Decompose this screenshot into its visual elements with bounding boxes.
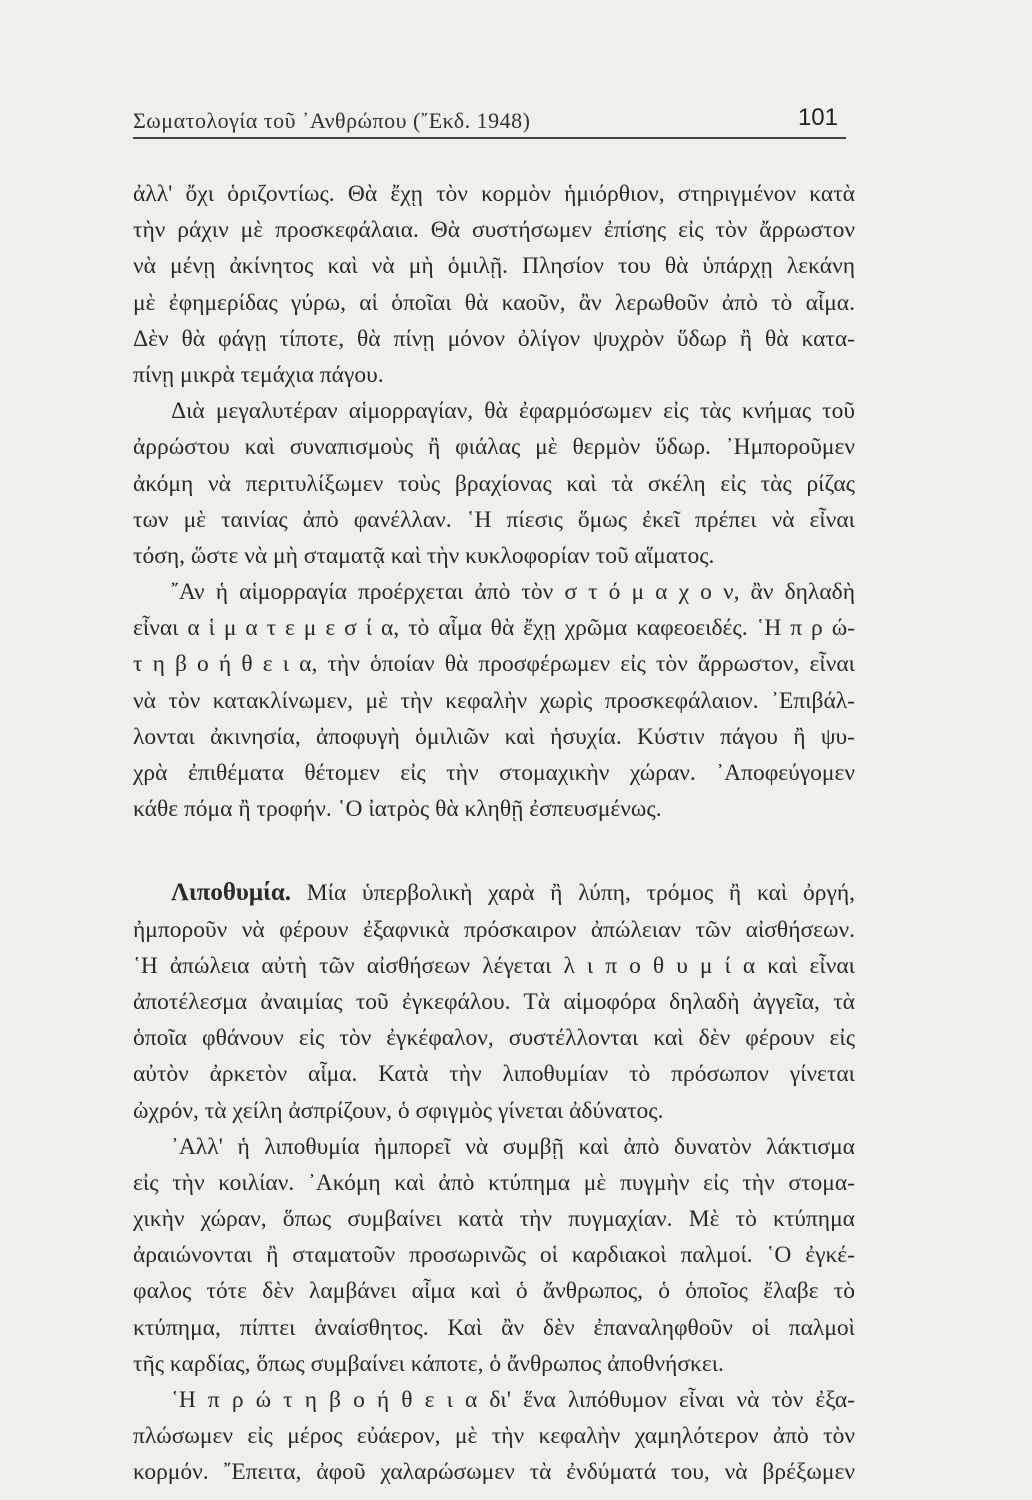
body-text	[133, 176, 855, 1491]
text-line: ἀκόμη νὰ περιτυλίξωμεν τοὺς βραχίονας καὶ τὰ σκέλη εἰς τὰς ρίζας	[133, 470, 855, 497]
text-line: ἀρρώστου καὶ συναπισμοὺς ἢ φιάλας μὲ θερμὸν ὕδωρ. ᾿Ημποροῦμεν	[133, 434, 855, 461]
text-line: ἀλλ' ὄχι ὁριζοντίως. Θὰ ἔχῃ τὸν κορμὸν ἡμιόρθιον, στηριγμένον κατὰ	[133, 181, 855, 207]
text-line: αὐτὸν ἀρκετὸν αἷμα. Κατὰ τὴν λιποθυμίαν τὸ πρόσωπον γίνεται	[133, 1061, 855, 1088]
text-line: των μὲ ταινίας ἀπὸ φανέλλαν. ῾Η πίεσις ὅμως ἐκεῖ πρέπει νὰ εἶναι	[133, 506, 855, 533]
text-line: ἀποτέλεσμα ἀναιμίας τοῦ ἐγκεφάλου. Τὰ αἱμοφόρα δηλαδὴ ἀγγεῖα, τὰ	[133, 988, 855, 1015]
paragraph	[133, 1129, 855, 1382]
text-line: ἀραιώνονται ἢ σταματοῦν προσωρινῶς οἱ καρδιακοὶ παλμοί. ῾Ο ἐγκέ-	[133, 1242, 855, 1269]
text-line: τ η β ο ή θ ε ι α, τὴν ὁποίαν θὰ προσφέρωμεν εἰς τὸν ἄρρωστον, εἶναι	[133, 651, 855, 678]
page-number: 101	[797, 104, 838, 131]
text-line: εἰς τὴν κοιλίαν. ᾿Ακόμη καὶ ἀπὸ κτύπημα μὲ πυγμὴν εἰς τὴν στομα-	[133, 1169, 855, 1196]
text-line: κάθε πόμα ἢ τροφήν. ῾Ο ἰατρὸς θὰ κληθῇ ἐσπευσμένως.	[133, 796, 662, 823]
text-line: ἠμποροῦν νὰ φέρουν ἐξαφνικὰ πρόσκαιρον ἀπώλειαν τῶν αἰσθήσεων.	[133, 916, 855, 943]
text-line: φαλος τότε δὲν λαμβάνει αἷμα καὶ ὁ ἄνθρωπος, ὁ ὁποῖος ἔλαβε τὸ	[133, 1278, 855, 1305]
text-line: εἶναι α ἱ μ α τ ε μ ε σ ί α, τὸ αἷμα θὰ ἔχῃ χρῶμα καφεοειδές. ῾Η π ρ ώ-	[133, 615, 855, 642]
text-line: ῾Η π ρ ώ τ η β ο ή θ ε ι α δι' ἕνα λιπόθυμον εἶναι νὰ τὸν ἐξα-	[171, 1387, 855, 1413]
paragraph	[133, 176, 855, 393]
section-gap	[133, 827, 855, 875]
text-line: χικὴν χώραν, ὅπως συμβαίνει κατὰ τὴν πυγμαχίαν. Μὲ τὸ κτύπημα	[133, 1206, 855, 1233]
running-title: Σωματολογία τοῦ ᾿Ανθρώπου (῎Εκδ. 1948)	[133, 108, 531, 133]
text-line: χρὰ ἐπιθέματα θέτομεν εἰς τὴν στομαχικὴν χώραν. ᾿Αποφεύγομεν	[133, 760, 855, 786]
text-line: ῾Η ἀπώλεια αὐτὴ τῶν αἰσθήσεων λέγεται λ ι π ο θ υ μ ί α καὶ εἶναι	[133, 952, 855, 979]
paragraph	[133, 1382, 855, 1491]
text-line: λονται ἀκινησία, ἀποφυγὴ ὁμιλιῶν καὶ ἡσυχία. Κύστιν πάγου ἢ ψυ-	[133, 723, 855, 750]
text-line: ῎Αν ἡ αἱμορραγία προέρχεται ἀπὸ τὸν σ τ ό μ α χ ο ν, ἂν δηλαδὴ	[171, 579, 855, 606]
text-line	[133, 875, 855, 911]
paragraph	[133, 875, 855, 1128]
paragraph	[133, 393, 855, 574]
text-line: τῆς καρδίας, ὅπως συμβαίνει κάποτε, ὁ ἄνθρωπος ἀποθνήσκει.	[133, 1350, 724, 1377]
text-line: τὴν ράχιν μὲ προσκεφάλαια. Θὰ συστήσωμεν ἐπίσης εἰς τὸν ἄρρωστον	[133, 217, 855, 244]
text-line: κορμόν. ῎Επειτα, ἀφοῦ χαλαρώσωμεν τὰ ἐνδύματά του, νὰ βρέξωμεν	[133, 1459, 855, 1486]
text-line: μὲ ἐφημερίδας γύρω, αἱ ὁποῖαι θὰ καοῦν, ἂν λερωθοῦν ἀπὸ τὸ αἷμα.	[133, 289, 855, 316]
text-line: Δὲν θὰ φάγῃ τίποτε, θὰ πίνῃ μόνον ὀλίγον ψυχρὸν ὕδωρ ἢ θὰ κατα-	[133, 325, 855, 352]
text-line: νὰ τὸν κατακλίνωμεν, μὲ τὴν κεφαλὴν χωρὶς προσκεφάλαιον. ᾿Επιβάλ-	[133, 687, 855, 714]
text-run: Μία ὑπερβολικὴ χαρὰ ἢ λύπη, τρόμος ἢ καὶ ὀργή,	[306, 880, 855, 907]
text-line: ᾿Αλλ' ἡ λιποθυμία ἠμπορεῖ νὰ συμβῇ καὶ ἀπὸ δυνατὸν λάκτισμα	[171, 1133, 855, 1160]
page-header	[133, 104, 846, 138]
text-line: πλώσωμεν εἰς μέρος εὐάερον, μὲ τὴν κεφαλὴν χαμηλότερον ἀπὸ τὸν	[133, 1423, 855, 1450]
text-line: νὰ μένῃ ἀκίνητος καὶ νὰ μὴ ὁμιλῇ. Πλησίον του θὰ ὑπάρχῃ λεκάνη	[133, 253, 855, 280]
text-line: ὠχρόν, τὰ χείλη ἀσπρίζουν, ὁ σφιγμὸς γίνεται ἀδύνατος.	[133, 1097, 664, 1124]
paragraph	[133, 574, 855, 827]
text-line: ὁποῖα φθάνουν εἰς τὸν ἐγκέφαλον, συστέλλονται καὶ δὲν φέρουν εἰς	[133, 1025, 855, 1052]
section-heading: Λιποθυμία.	[171, 879, 292, 907]
text-line: πίνῃ μικρὰ τεμάχια πάγου.	[133, 361, 384, 388]
text-line: τόση, ὥστε νὰ μὴ σταματᾷ καὶ τὴν κυκλοφορίαν τοῦ αἵματος.	[133, 542, 715, 569]
header-rule	[133, 137, 846, 139]
text-line: κτύπημα, πίπτει ἀναίσθητος. Καὶ ἂν δὲν ἐπαναληφθοῦν οἱ παλμοὶ	[133, 1314, 855, 1341]
text-line: Διὰ μεγαλυτέραν αἱμορραγίαν, θὰ ἐφαρμόσωμεν εἰς τὰς κνήμας τοῦ	[171, 398, 855, 425]
